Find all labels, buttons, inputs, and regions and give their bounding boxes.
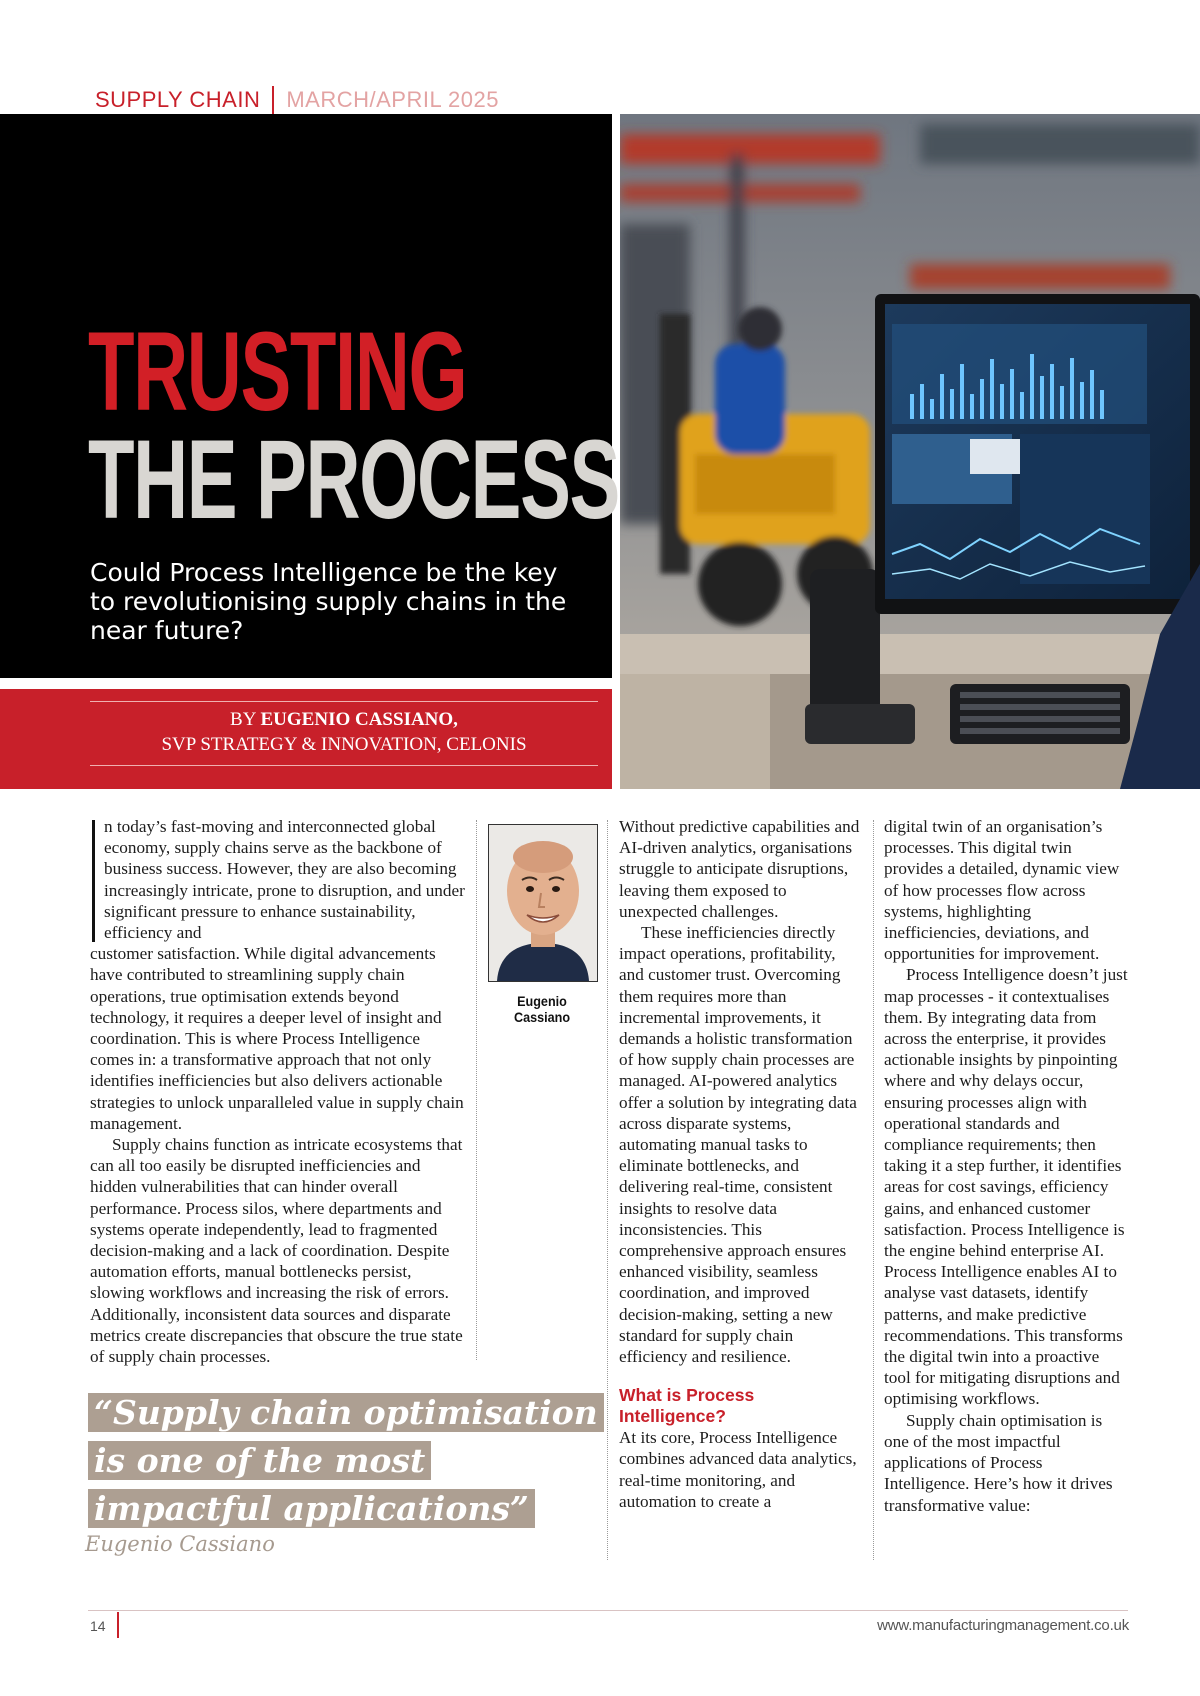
- page-number: 14: [90, 1618, 106, 1634]
- pull-quote-attribution: Eugenio Cassiano: [85, 1532, 275, 1556]
- byline-role: SVP STRATEGY & INNOVATION, CELONIS: [161, 734, 527, 755]
- standfirst: Could Process Intelligence be the key to revolutionising supply chains in the near future?: [90, 558, 567, 645]
- byline-rule-bottom: [90, 765, 598, 766]
- body-column-4: [884, 816, 1129, 1516]
- footer-rule: [88, 1610, 1128, 1611]
- section-label: SUPPLY CHAIN: [95, 87, 261, 112]
- author-portrait-photo-icon: [489, 825, 597, 981]
- body-column-1: [90, 816, 466, 1367]
- forklift-warehouse-monitor-photo-icon: [620, 114, 1200, 789]
- byline-panel: [0, 689, 612, 789]
- subheading: What is Process Intelligence?: [619, 1385, 755, 1427]
- running-header: [95, 86, 499, 114]
- headline-line-2: THE PROCESS: [88, 417, 619, 542]
- body-column-3: [619, 816, 864, 1512]
- column-divider: [607, 820, 608, 1560]
- headline-line-1: TRUSTING: [88, 309, 467, 434]
- paragraph: customer satisfaction. While digital advancements have contributed to streamlining supply chain operations, true optimisation extends beyond technology, it requires a deeper level of insight and coordination. This is where Process Intelligence comes in: a transformative approach that not only identifies inefficiencies but also delivers actionable strategies to unlock unparalleled value in supply chain management.: [90, 944, 464, 1133]
- header-divider: [272, 86, 274, 114]
- byline-author: EUGENIO CASSIANO,: [260, 709, 458, 730]
- paragraph: digital twin of an organisation’s processes. This digital twin provides a detailed, dynamic view of how processes flow across systems, highlighting inefficiencies, deviations, and opportunities for improvement.: [884, 817, 1120, 964]
- byline-by: BY: [230, 709, 256, 730]
- paragraph: Process Intelligence doesn’t just map processes - it contextualises them. By integrating data from across the enterprise, it provides actionable insights by pinpointing where and why delays occur, ensuring processes align with operational standards and compliance requirements; then taking it a step further, it identifies areas for cost savings, efficiency gains, and enhanced customer satisfaction. Process Intelligence is the engine behind enterprise AI. Process Intelligence enables AI to analyse vast datasets, identify patterns, and make predictive recommendations. This transforms the digital twin into a proactive tool for mitigating disruptions and optimising workflows.: [884, 965, 1128, 1409]
- lead-paragraph: n today’s fast-moving and interconnected global economy, supply chains serve as the backbone of business success. However, they are also becoming increasingly intricate, prone to disruption, and under significant pressure to enhance sustainability, efficiency and: [104, 817, 465, 943]
- paragraph: Supply chain optimisation is one of the most impactful applications of Process Intelligence. Here’s how it drives transformative value:: [884, 1410, 1113, 1515]
- paragraph: These inefficiencies directly impact operations, profitability, and customer trust. Overcoming them requires more than incremental improvements, it demands a holistic transformation of how supply chain processes are managed. AI-powered analytics offer a solution by integrating data across disparate systems, automating manual tasks to eliminate bottlenecks, and delivering real-time, consistent insights to resolve data inconsistencies. This comprehensive approach ensures enhanced visibility, seamless coordination, and improved decision-making, setting a new standard for supply chain efficiency and resilience.: [619, 923, 857, 1367]
- column-divider: [873, 820, 874, 1560]
- drop-cap-bar: [92, 820, 95, 942]
- paragraph: Without predictive capabilities and AI-driven analytics, organisations struggle to anticipate disruptions, leaving them exposed to unexpected challenges.: [619, 817, 860, 921]
- hero-photo: [620, 114, 1200, 789]
- pull-quote-text: “Supply chain optimisation is one of the most impactful applications”: [88, 1393, 604, 1528]
- byline: [90, 707, 598, 757]
- author-photo: [488, 824, 598, 982]
- paragraph: Supply chains function as intricate ecosystems that can all too easily be disrupted inefficiencies and hidden vulnerabilities that can hinder overall performance. Process silos, where departments and systems operate independently, lead to fragmented decision-making and a lack of coordination. Despite automation efforts, manual bottlenecks persist, slowing workflows and increasing the risk of errors. Additionally, inconsistent data sources and disparate metrics create discrepancies that obscure the true state of supply chain processes.: [90, 1135, 463, 1367]
- paragraph: At its core, Process Intelligence combines advanced data analytics, real-time monitoring, and automation to create a: [619, 1428, 857, 1511]
- pull-quote: [88, 1389, 598, 1533]
- column-divider: [476, 820, 477, 1360]
- author-photo-caption: Eugenio Cassiano: [513, 993, 571, 1025]
- issue-date: MARCH/APRIL 2025: [286, 87, 499, 112]
- footer-url[interactable]: www.manufacturingmanagement.co.uk: [877, 1617, 1129, 1634]
- byline-rule-top: [90, 701, 598, 702]
- footer-divider: [117, 1612, 119, 1638]
